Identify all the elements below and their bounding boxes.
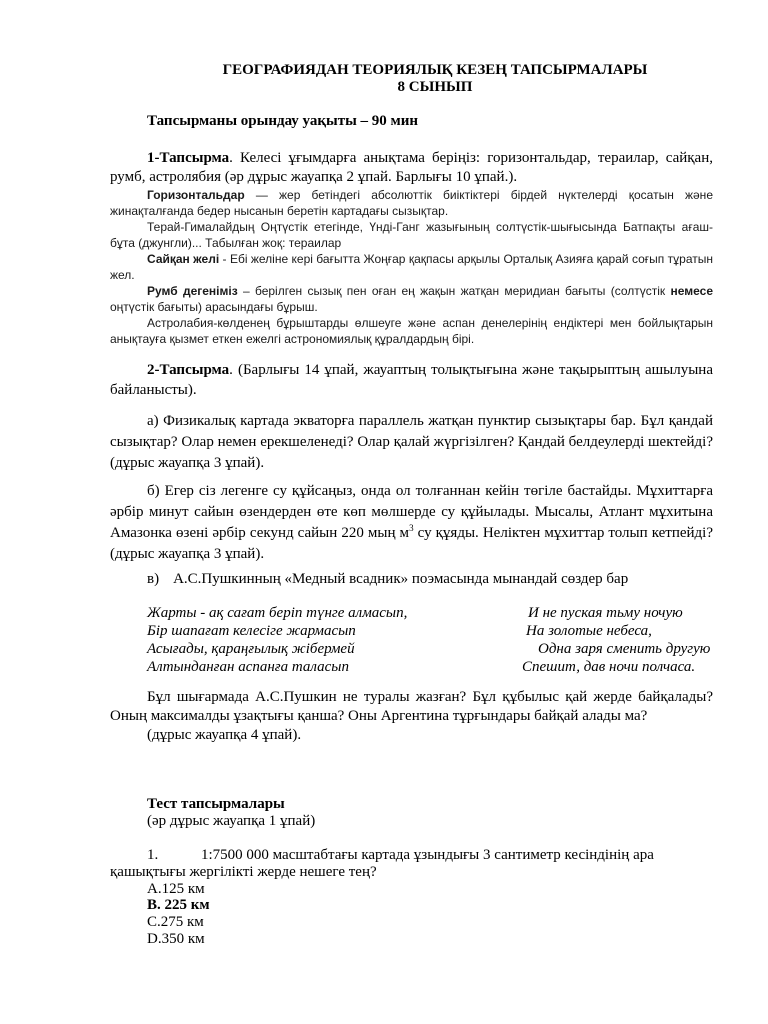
q1-line2: қашықтығы жергілікті жерде нешеге тең? <box>110 864 377 880</box>
q1-line1: 1:7500 000 масштабтағы картада ұзындығы 3 сантиметр кесіндінің ара <box>201 847 654 863</box>
q1-option-b: В. 225 км <box>147 897 210 913</box>
def-term: Сайқан желі <box>147 252 220 266</box>
question-c-text: А.С.Пушкинның «Медный всадник» поэмасында мынандай сөздер бар <box>173 571 629 587</box>
poem-line: Жарты - ақ сағат беріп түнге алмасып, <box>147 605 408 621</box>
task1-def-saikan <box>110 251 713 283</box>
question-a-text: а) Физикалық картада экваторға параллель жатқан пунктир сызықтары бар. Бұл қандай сызықтар? Олар немен ерекшеленеді? Олар қалай жүргізілген? Қандай белдеулерді шектейді? (дұрыс жауапқа 3 ұпай). <box>110 413 713 471</box>
title-line-1: ГЕОГРАФИЯДАН ТЕОРИЯЛЫҚ КЕЗЕҢ ТАПСЫРМАЛАРЫ <box>222 62 648 78</box>
poem-line: Асығады, қараңғылық жібермей <box>147 641 355 657</box>
task2-question-c-points: (дұрыс жауапқа 4 ұпай). <box>147 727 302 743</box>
task2-label: 2-Тапсырма <box>147 362 230 378</box>
poem-line: Бір шапағат келесіге жармасып <box>147 623 356 639</box>
question-b-text-end: су құяды. Неліктен мұхиттар толып кетпейді? (дұрыс жауапқа 3 ұпай). <box>110 525 713 562</box>
q1-option-d: D.350 км <box>147 931 205 947</box>
def-text: - Ебі желіне кері бағытта Жоңғар қақпасы арқылы Орталық Азияға қарай соғып тұратын жел. <box>110 252 714 282</box>
title-line-2: 8 СЫНЫП <box>397 79 473 95</box>
question-c-label: в) <box>147 571 160 587</box>
q1-option-a: А.125 км <box>147 881 205 897</box>
task2-question-b <box>110 481 713 565</box>
task1-def-rumb <box>110 283 713 315</box>
poem-line: Одна заря сменить другую <box>538 641 711 657</box>
def-term: Румб дегеніміз <box>147 284 238 298</box>
def-bold-word: немесе <box>670 284 713 298</box>
poem-kazakh <box>147 604 407 676</box>
task2-question-c-body <box>110 688 713 726</box>
def-text: – берілген сызық пен оған ең жақын жатқан меридиан бағыты (солтүстік <box>237 284 671 298</box>
poem-line: На золотые небеса, <box>526 623 652 639</box>
task1-label: 1-Тапсырма <box>147 150 230 166</box>
task2-question-c <box>147 571 628 588</box>
poem-line: Алтынданған аспанға таласып <box>147 659 349 675</box>
poem-russian <box>522 604 711 676</box>
def-term: Горизонтальдар <box>147 188 245 202</box>
def-text: Астролабия-көлденең бұрыштарды өлшеуге және аспан денелерінің ендіктері мен бойлықтарын анықтауға қызмет еткен ежелгі астрономиялық құралдардың бірі. <box>110 316 713 346</box>
task1-text: . Келесі ұғымдарға анықтама беріңіз: горизонтальдар, тераилар, сайқан, румб, астролябия (әр дұрыс жауапқа 2 ұпай. Барлығы 10 ұпай.). <box>110 150 713 185</box>
time-line: Тапсырманы орындау уақыты – 90 мин <box>147 113 419 129</box>
task1-intro <box>110 149 713 187</box>
task1-def-horizontals <box>110 187 713 219</box>
question-c-body: Бұл шығармада А.С.Пушкин не туралы жазған? Бұл құбылыс қай жерде байқалады? Оның максималды ұзақтығы қанша? Оны Аргентина тұрғындары байқай алады ма? <box>110 689 713 724</box>
document-title <box>110 62 760 96</box>
task2-question-a <box>110 411 713 474</box>
def-text: — жер бетіндегі абсолюттік биіктіктері бірдей нүктелерді қосатын және жинақталғанда бедер нысанын беретін картадағы сызықтар. <box>110 188 713 218</box>
test-title: Тест тапсырмалары <box>147 796 285 812</box>
task1-def-terai <box>110 219 713 251</box>
q1-number: 1. <box>147 847 159 863</box>
task2-intro <box>110 360 713 400</box>
poem-line: И не пуская тьму ночую <box>528 605 683 621</box>
superscript: 3 <box>409 523 414 533</box>
def-text: оңтүстік бағыты) арасындағы бұрыш. <box>110 300 318 314</box>
test-points: (әр дұрыс жауапқа 1 ұпай) <box>147 813 316 829</box>
def-text: Терай-Гималайдың Оңтүстік етегінде, Үнді-Ганг жазығының солтүстік-шығысында Батпақты ағаш-бұта (джунгли)... Табылған жоқ: тераилар <box>110 220 713 250</box>
task1-def-astrolabe <box>110 315 713 347</box>
q1-option-c: С.275 км <box>147 914 204 930</box>
question-b-text: б) Егер сіз легенге су құйсаңыз, онда ол толғаннан кейін төгіле бастайды. Мұхиттарға әрбір минут сайын өзендерден өте көп мөлшерде су құйылады. Мысалы, Атлант мұхитына Амазонка өзені әрбір секунд сайын 220 мың м <box>110 483 713 541</box>
poem-line: Спешит, дав ночи полчаса. <box>522 659 696 675</box>
task2-intro-text: . (Барлығы 14 ұпай, жауаптың толықтығына және тақырыптың ашылуына байланысты). <box>110 362 713 398</box>
